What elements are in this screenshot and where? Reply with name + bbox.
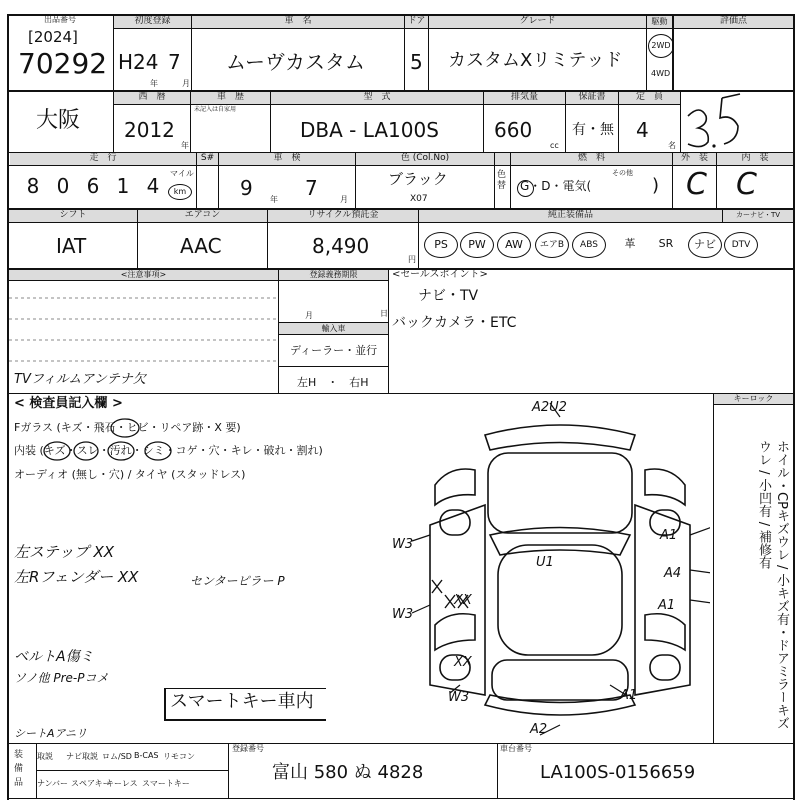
grade: カスタムXリミテッド bbox=[448, 50, 623, 71]
hand-note-3: センターピラー P bbox=[190, 574, 285, 588]
first-reg-era: H24 bbox=[118, 50, 159, 74]
smart-key-note: スマートキー車内 bbox=[170, 691, 314, 712]
mileage-digit: 0 bbox=[56, 174, 70, 198]
mileage-digit: 6 bbox=[86, 174, 100, 198]
diagram-mark: A1 bbox=[658, 598, 676, 613]
side-notes: ホイル・CPキズウレ / 小キズ有・ドアミラーキズウレ / 小凹有 / 補修有 bbox=[756, 440, 789, 730]
car-damage-diagram bbox=[390, 395, 710, 745]
shift: IAT bbox=[56, 234, 87, 258]
model-code: DBA - LA100S bbox=[300, 118, 439, 142]
mileage bbox=[18, 176, 168, 196]
equipment-item: 革 bbox=[624, 237, 636, 250]
displacement: 660 bbox=[494, 118, 533, 142]
diagram-mark: U1 bbox=[536, 555, 554, 570]
lot-number: 70292 bbox=[18, 47, 108, 80]
footer-cell: キーレス bbox=[106, 779, 138, 788]
equipment-item: PW bbox=[460, 232, 494, 258]
doors: 5 bbox=[410, 50, 423, 74]
shaken-month: 7 bbox=[305, 176, 318, 200]
recycle-amount: 8,490 bbox=[312, 234, 370, 258]
equipment-item: PS bbox=[424, 232, 458, 258]
drive-4wd: 4WD bbox=[651, 69, 671, 78]
drive-2wd-circled: 2WD bbox=[648, 34, 674, 58]
footer-cell: B-CAS bbox=[134, 751, 159, 760]
diagram-mark: A1 bbox=[620, 688, 638, 703]
equipment-item: SR bbox=[658, 237, 674, 250]
equipment-item: エアB bbox=[535, 232, 569, 258]
glass-line: Fガラス (キズ・飛石・ヒビ・リペア跡・X 要) bbox=[14, 421, 241, 434]
mileage-digit: 8 bbox=[26, 174, 40, 198]
model-name-label: 車 名 bbox=[284, 16, 312, 26]
equipment-item: DTV bbox=[724, 232, 758, 258]
aircon: AAC bbox=[180, 234, 222, 258]
diagram-mark: XX bbox=[454, 593, 472, 608]
chassis-number: LA100S-0156659 bbox=[540, 762, 696, 783]
interior-line: 内装 (キズ・スレ・汚れ・シミ・コゲ・穴・キレ・破れ・割れ) bbox=[14, 444, 323, 457]
equipment-item: ABS bbox=[572, 232, 606, 258]
diagram-mark: XX bbox=[454, 655, 472, 670]
diagram-mark: A2 bbox=[530, 722, 548, 737]
footer-cell: リモコン bbox=[163, 752, 195, 761]
diagram-mark: A2U2 bbox=[532, 400, 567, 415]
mileage-digit: 4 bbox=[146, 174, 160, 198]
score-handwritten bbox=[676, 88, 796, 154]
first-reg-month: 7 bbox=[168, 50, 181, 74]
capacity: 4 bbox=[636, 118, 649, 142]
warranty: 有・無 bbox=[572, 122, 614, 138]
footer-cell: ロム/SD bbox=[102, 752, 132, 761]
interior-grade: C bbox=[736, 167, 757, 202]
selling-point-2: バックカメラ・ETC bbox=[392, 315, 517, 331]
footer-cell: ナンバー bbox=[37, 779, 69, 788]
audio-line: オーディオ (無し・穴) / タイヤ (スタッドレス) bbox=[14, 468, 246, 481]
plate-number: 富山 580 ぬ 4828 bbox=[272, 762, 424, 783]
grade-label: グレード bbox=[519, 16, 556, 26]
mileage-digit: 1 bbox=[116, 174, 130, 198]
hand-note-4: ベルトA傷ミ bbox=[14, 649, 94, 665]
region: 大阪 bbox=[36, 108, 81, 133]
fuel: G・D・電気( bbox=[520, 179, 592, 193]
model-name: ムーヴカスタム bbox=[226, 50, 365, 74]
inspection-title: < 検査員記入欄 > bbox=[14, 396, 123, 411]
hand-note-6: シートAアニリ bbox=[14, 727, 87, 740]
footer-cell: 取説 bbox=[37, 752, 53, 761]
diagram-mark: W3 bbox=[392, 537, 414, 552]
caution-note: TVフィルムアンテナ欠 bbox=[14, 372, 146, 387]
shaken-year: 9 bbox=[240, 176, 253, 200]
exterior-grade: C bbox=[686, 167, 707, 202]
footer-cell: スマートキー bbox=[142, 779, 190, 788]
diagram-mark: W3 bbox=[448, 690, 470, 705]
footer-cell: ナビ取説 bbox=[66, 752, 98, 761]
score-label: 評価点 bbox=[719, 16, 747, 26]
equipment-item: AW bbox=[497, 232, 531, 258]
year-tag: [2024] bbox=[28, 28, 78, 46]
diagram-mark: A4 bbox=[664, 566, 682, 581]
western-year: 2012 bbox=[124, 118, 175, 142]
drive-label: 駆動 bbox=[651, 17, 668, 26]
selling-point-1: ナビ・TV bbox=[418, 288, 479, 304]
hand-note-5: ソノ他 Pre-Pコメ bbox=[14, 671, 109, 685]
lot-label: 出品番号 bbox=[44, 15, 76, 24]
mileage-unit-km-circled: km bbox=[168, 184, 192, 200]
diagram-mark: W3 bbox=[392, 607, 414, 622]
frame-left bbox=[7, 14, 9, 800]
hand-note-2: 左Rフェンダー XX bbox=[14, 568, 139, 586]
hand-note-1: 左ステップ XX bbox=[14, 543, 115, 561]
doors-label: ドア bbox=[407, 16, 426, 26]
footer-cell: スペアキー bbox=[71, 779, 111, 788]
color-code: X07 bbox=[410, 194, 428, 204]
equipment-item: ナビ bbox=[688, 232, 722, 258]
diagram-mark: A1 bbox=[660, 528, 678, 543]
first-reg-label: 初度登録 bbox=[134, 16, 171, 26]
color: ブラック bbox=[388, 170, 448, 188]
